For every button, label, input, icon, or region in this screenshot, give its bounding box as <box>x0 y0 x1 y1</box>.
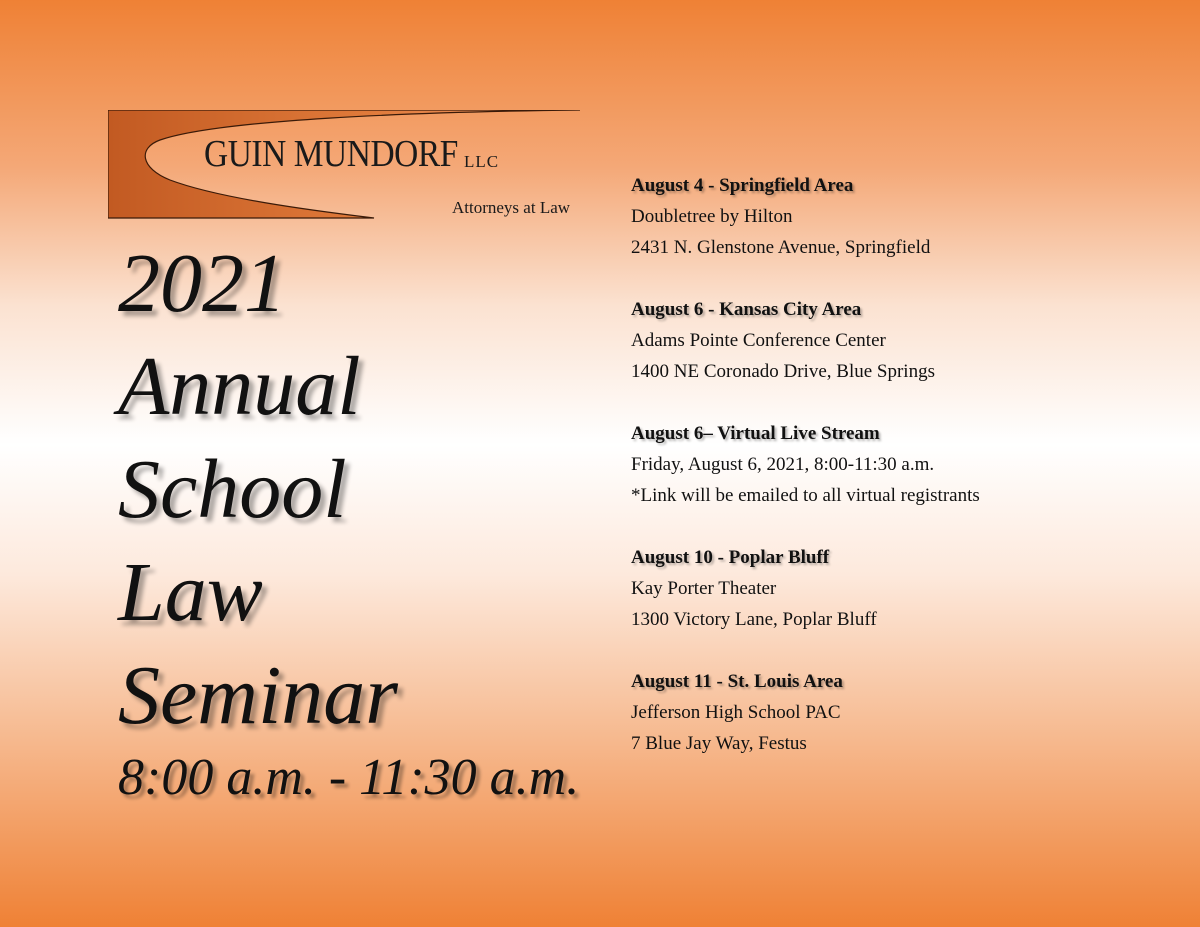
event-item <box>631 542 1171 635</box>
title-line: Seminar <box>118 649 398 742</box>
event-heading: August 6 - Kansas City Area <box>631 299 862 320</box>
event-venue: Jefferson High School PAC <box>631 702 841 723</box>
event-date-time: Friday, August 6, 2021, 8:00-11:30 a.m. <box>631 454 935 475</box>
event-address: 7 Blue Jay Way, Festus <box>631 733 807 754</box>
event-heading: August 10 - Poplar Bluff <box>631 547 830 568</box>
event-heading: August 11 - St. Louis Area <box>631 671 843 692</box>
title-line: 2021 <box>118 237 286 330</box>
event-venue: Adams Pointe Conference Center <box>631 330 886 351</box>
event-item <box>631 666 1171 759</box>
title-line: Law <box>118 546 263 639</box>
event-venue: Kay Porter Theater <box>631 578 777 599</box>
event-list <box>631 170 1171 790</box>
seminar-time: 8:00 a.m. - 11:30 a.m. <box>118 749 580 806</box>
seminar-title <box>118 232 398 747</box>
title-line: School <box>118 443 347 536</box>
event-note: *Link will be emailed to all virtual registrants <box>631 485 980 506</box>
event-heading: August 4 - Springfield Area <box>631 175 854 196</box>
logo-llc-suffix: LLC <box>464 152 500 171</box>
event-address: 1400 NE Coronado Drive, Blue Springs <box>631 361 935 382</box>
event-item <box>631 294 1171 387</box>
event-heading: August 6– Virtual Live Stream <box>631 423 880 444</box>
event-venue: Doubletree by Hilton <box>631 206 793 227</box>
logo-tagline: Attorneys at Law <box>452 198 571 217</box>
logo-firm-name: GUIN MUNDORF <box>204 133 458 175</box>
event-item <box>631 418 1171 511</box>
firm-logo <box>108 110 588 220</box>
event-address: 1300 Victory Lane, Poplar Bluff <box>631 609 877 630</box>
title-line: Annual <box>118 340 361 433</box>
event-item <box>631 170 1171 263</box>
event-address: 2431 N. Glenstone Avenue, Springfield <box>631 237 931 258</box>
